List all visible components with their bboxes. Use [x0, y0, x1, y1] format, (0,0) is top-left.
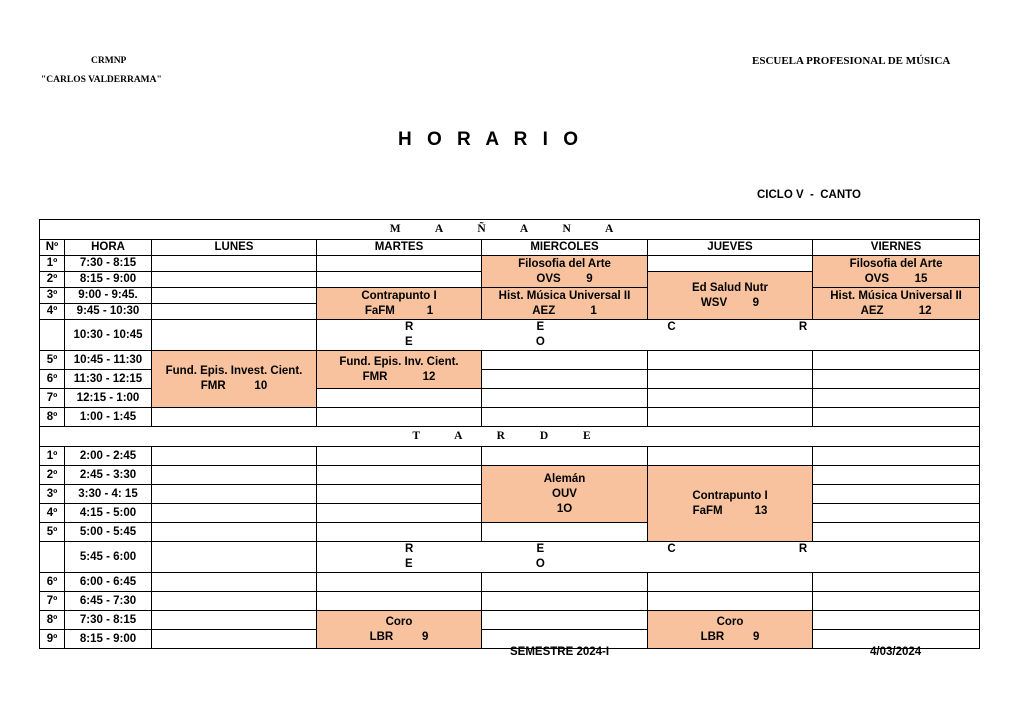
- period-time: 6:45 - 7:30: [65, 592, 152, 611]
- period-number: 7º: [40, 389, 65, 408]
- empty-cell: [482, 389, 648, 408]
- empty-cell: [152, 592, 317, 611]
- period-number: 8º: [40, 408, 65, 427]
- institution-name: "CARLOS VALDERRAMA": [41, 75, 162, 85]
- table-row: [40, 573, 980, 592]
- table-row: [40, 523, 980, 542]
- period-time: 6:00 - 6:45: [65, 573, 152, 592]
- empty-cell: [317, 389, 482, 408]
- empty-cell: [152, 466, 317, 485]
- empty-cell: [152, 272, 317, 288]
- recess-label: R E C R E O: [317, 542, 980, 573]
- empty-cell: [317, 485, 482, 504]
- empty-cell: [813, 389, 980, 408]
- period-number: 7º: [40, 592, 65, 611]
- empty-cell: [648, 370, 813, 389]
- period-number: 3º: [40, 485, 65, 504]
- empty-cell: [152, 485, 317, 504]
- empty-cell: [152, 288, 317, 304]
- table-row: [40, 288, 980, 304]
- class-cell: Coro LBR 9: [648, 611, 813, 649]
- table-row: [40, 351, 980, 370]
- empty-cell: [648, 408, 813, 427]
- empty-cell: [152, 447, 317, 466]
- period-time: 4:15 - 5:00: [65, 504, 152, 523]
- empty-cell: [152, 523, 317, 542]
- col-header-thursday: JUEVES: [648, 240, 813, 256]
- recess-row: [40, 542, 980, 573]
- empty-cell: [813, 485, 980, 504]
- empty-cell: [813, 370, 980, 389]
- period-time: 10:45 - 11:30: [65, 351, 152, 370]
- empty-cell: [152, 611, 317, 630]
- table-row: [40, 592, 980, 611]
- empty-cell: [482, 573, 648, 592]
- empty-cell: [317, 592, 482, 611]
- table-row: [40, 447, 980, 466]
- class-cell: Filosofia del Arte OVS 9: [482, 256, 648, 288]
- class-cell: Filosofia del Arte OVS 15: [813, 256, 980, 288]
- empty-cell: [482, 611, 648, 630]
- empty-cell: [482, 351, 648, 370]
- table-row: [40, 466, 980, 485]
- institution-abbrev: CRMNP: [91, 56, 127, 66]
- table-row: [40, 408, 980, 427]
- period-number: 6º: [40, 573, 65, 592]
- empty-cell: [648, 389, 813, 408]
- period-number: 3º: [40, 288, 65, 304]
- empty-cell: [482, 370, 648, 389]
- col-header-friday: VIERNES: [813, 240, 980, 256]
- empty-cell: [813, 611, 980, 630]
- class-cell: Hist. Música Universal II AEZ 1: [482, 288, 648, 320]
- column-header-row: [40, 240, 980, 256]
- empty-cell: [152, 504, 317, 523]
- empty-cell: [152, 320, 317, 351]
- afternoon-band: T A R D E: [40, 427, 980, 447]
- empty-cell: [813, 447, 980, 466]
- period-number: 2º: [40, 272, 65, 288]
- empty-cell: [648, 592, 813, 611]
- period-number: 8º: [40, 611, 65, 630]
- period-number: 5º: [40, 523, 65, 542]
- class-cell: Ed Salud Nutr WSV 9: [648, 272, 813, 320]
- empty-cell: [317, 408, 482, 427]
- date-label: 4/03/2024: [870, 646, 922, 658]
- class-cell: Contrapunto I FaFM 13: [648, 466, 813, 542]
- period-number: 4º: [40, 304, 65, 320]
- empty-cell: [813, 351, 980, 370]
- period-time: 8:15 - 9:00: [65, 630, 152, 649]
- class-cell: Coro LBR 9: [317, 611, 482, 649]
- period-time: 11:30 - 12:15: [65, 370, 152, 389]
- empty-cell: [317, 573, 482, 592]
- class-cell: Fund. Epis. Inv. Cient. FMR 12: [317, 351, 482, 389]
- empty-cell: [482, 592, 648, 611]
- page-title: H O R A R I O: [398, 129, 583, 150]
- recess-label: R E C R E O: [317, 320, 980, 351]
- empty-cell: [813, 408, 980, 427]
- period-time: 5:45 - 6:00: [65, 542, 152, 573]
- empty-cell: [482, 523, 648, 542]
- empty-cell: [482, 408, 648, 427]
- table-row: [40, 256, 980, 272]
- empty-cell: [317, 504, 482, 523]
- col-header-wednesday: MIERCOLES: [482, 240, 648, 256]
- empty-cell: [813, 592, 980, 611]
- school-name: ESCUELA PROFESIONAL DE MÚSICA: [752, 55, 951, 67]
- empty-cell: [648, 447, 813, 466]
- period-time: 1:00 - 1:45: [65, 408, 152, 427]
- class-cell: Fund. Epis. Invest. Cient. FMR 10: [152, 351, 317, 408]
- class-cell: Contrapunto I FaFM 1: [317, 288, 482, 320]
- empty-cell: [813, 523, 980, 542]
- period-number: 2º: [40, 466, 65, 485]
- col-header-monday: LUNES: [152, 240, 317, 256]
- period-time: 10:30 - 10:45: [65, 320, 152, 351]
- empty-cell: [813, 466, 980, 485]
- empty-cell: [648, 256, 813, 272]
- period-number: 1º: [40, 447, 65, 466]
- semester-label: SEMESTRE 2024-I: [510, 646, 610, 658]
- period-time: 9:00 - 9:45.: [65, 288, 152, 304]
- col-header-number: Nº: [40, 240, 65, 256]
- empty-cell: [648, 351, 813, 370]
- period-number: 1º: [40, 256, 65, 272]
- period-number: 9º: [40, 630, 65, 649]
- empty-cell: [152, 256, 317, 272]
- period-time: 2:00 - 2:45: [65, 447, 152, 466]
- recess-row: [40, 320, 980, 351]
- empty-cell: [152, 630, 317, 649]
- empty-cell: [152, 542, 317, 573]
- class-cell: Hist. Música Universal II AEZ 12: [813, 288, 980, 320]
- morning-band: M A Ñ A N A: [40, 220, 980, 240]
- class-cell: Alemán OUV 1O: [482, 466, 648, 523]
- empty-cell: [648, 573, 813, 592]
- period-time: 7:30 - 8:15: [65, 256, 152, 272]
- period-time: 3:30 - 4: 15: [65, 485, 152, 504]
- empty-cell: [317, 272, 482, 288]
- period-time: 9:45 - 10:30: [65, 304, 152, 320]
- period-time: 5:00 - 5:45: [65, 523, 152, 542]
- empty-cell: [152, 304, 317, 320]
- empty-cell: [317, 256, 482, 272]
- empty-cell: [317, 447, 482, 466]
- period-number: 4º: [40, 504, 65, 523]
- empty-cell: [482, 447, 648, 466]
- period-time: 2:45 - 3:30: [65, 466, 152, 485]
- period-number: 6º: [40, 370, 65, 389]
- cycle-label: CICLO V - CANTO: [757, 189, 861, 201]
- period-number: [40, 320, 65, 351]
- empty-cell: [152, 573, 317, 592]
- period-number: [40, 542, 65, 573]
- col-header-time: HORA: [65, 240, 152, 256]
- empty-cell: [813, 573, 980, 592]
- empty-cell: [317, 466, 482, 485]
- table-row: [40, 611, 980, 630]
- col-header-tuesday: MARTES: [317, 240, 482, 256]
- period-time: 12:15 - 1:00: [65, 389, 152, 408]
- empty-cell: [813, 504, 980, 523]
- empty-cell: [317, 523, 482, 542]
- empty-cell: [152, 408, 317, 427]
- period-time: 8:15 - 9:00: [65, 272, 152, 288]
- period-time: 7:30 - 8:15: [65, 611, 152, 630]
- period-number: 5º: [40, 351, 65, 370]
- schedule-table: [39, 219, 980, 649]
